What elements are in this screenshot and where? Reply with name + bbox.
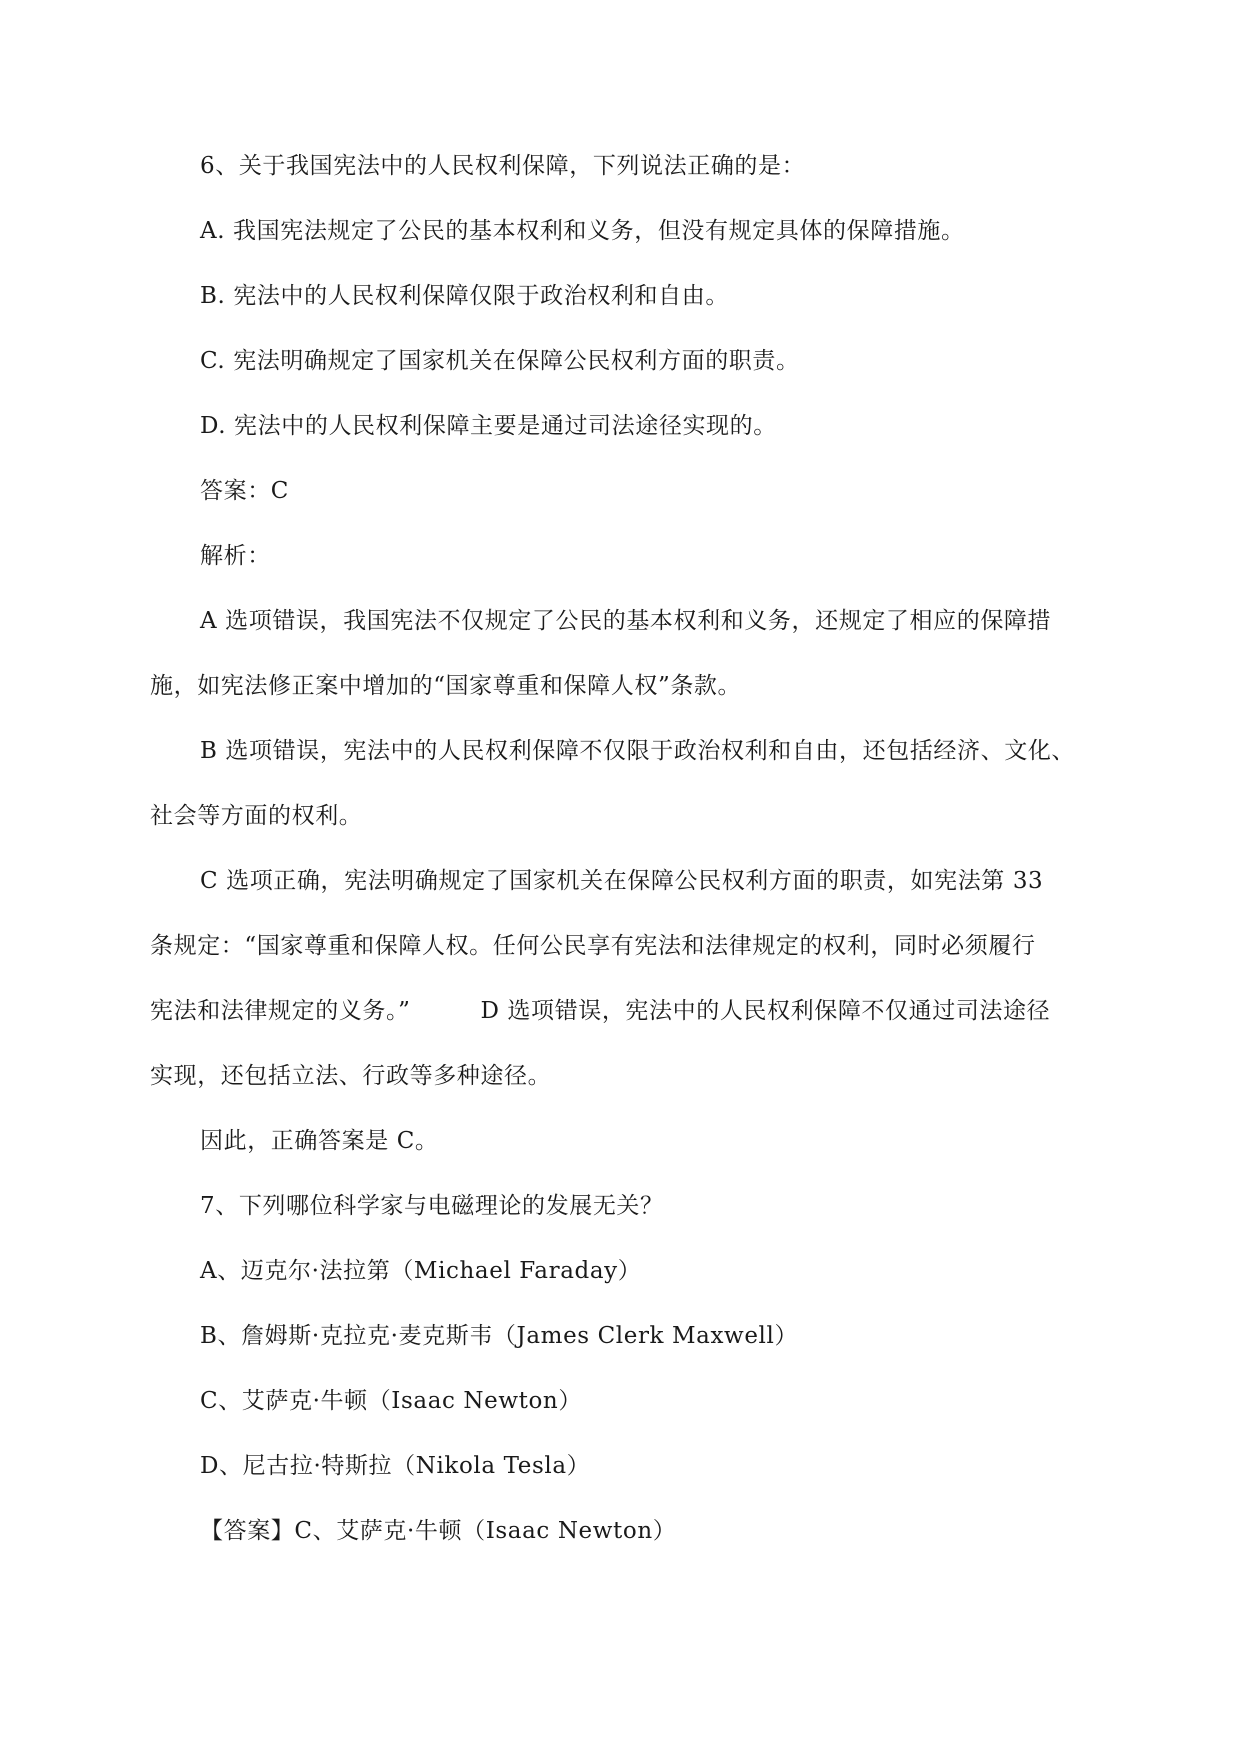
- analysis-d-line-2: 实现，还包括立法、行政等多种途径。: [150, 1063, 552, 1089]
- question-7-option-c: C、艾萨克·牛顿（Isaac Newton）: [200, 1388, 582, 1414]
- analysis-a-line-1: A 选项错误，我国宪法不仅规定了公民的基本权利和义务，还规定了相应的保障措: [200, 608, 1052, 634]
- question-6-option-a: A. 我国宪法规定了公民的基本权利和义务，但没有规定具体的保障措施。: [200, 218, 965, 244]
- question-7-option-a: A、迈克尔·法拉第（Michael Faraday）: [200, 1258, 642, 1284]
- question-7-option-b: B、詹姆斯·克拉克·麦克斯韦（James Clerk Maxwell）: [200, 1323, 799, 1349]
- question-6-analysis-label: 解析：: [200, 543, 271, 569]
- analysis-b-line-2: 社会等方面的权利。: [150, 803, 363, 829]
- analysis-c-line-1: C 选项正确，宪法明确规定了国家机关在保障公民权利方面的职责，如宪法第 33: [200, 868, 1044, 894]
- analysis-b-line-1: B 选项错误，宪法中的人民权利保障不仅限于政治权利和自由，还包括经济、文化、: [200, 738, 1076, 764]
- analysis-c-line-3: 宪法和法律规定的义务。”: [150, 998, 411, 1024]
- question-6-option-d: D. 宪法中的人民权利保障主要是通过司法途径实现的。: [200, 413, 777, 439]
- question-7-option-d: D、尼古拉·特斯拉（Nikola Tesla）: [200, 1453, 591, 1479]
- question-6-option-b: B. 宪法中的人民权利保障仅限于政治权利和自由。: [200, 283, 729, 309]
- analysis-d-line-1: D 选项错误，宪法中的人民权利保障不仅通过司法途径: [480, 998, 1051, 1024]
- analysis-c-d-line: [150, 995, 1050, 1027]
- analysis-a-line-2: 施，如宪法修正案中增加的“国家尊重和保障人权”条款。: [150, 673, 742, 699]
- analysis-c-line-2: 条规定：“国家尊重和保障人权。任何公民享有宪法和法律规定的权利，同时必须履行: [150, 933, 1036, 959]
- question-6-conclusion: 因此，正确答案是 C。: [200, 1128, 439, 1154]
- question-7-text: 7、下列哪位科学家与电磁理论的发展无关？: [200, 1193, 664, 1219]
- question-6-option-c: C. 宪法明确规定了国家机关在保障公民权利方面的职责。: [200, 348, 800, 374]
- question-7-answer: 【答案】C、艾萨克·牛顿（Isaac Newton）: [200, 1518, 677, 1544]
- question-6-answer: 答案：C: [200, 478, 289, 504]
- question-6-text: 6、关于我国宪法中的人民权利保障，下列说法正确的是：: [200, 153, 806, 179]
